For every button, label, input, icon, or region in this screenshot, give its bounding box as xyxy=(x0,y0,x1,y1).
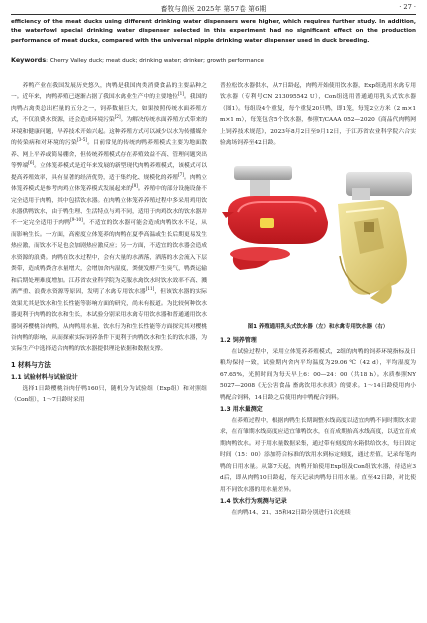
citation: [3-5] xyxy=(77,137,88,143)
figure-drinkers xyxy=(220,152,416,320)
drinkers-photo xyxy=(220,152,416,320)
journal-info: 畜牧与兽医 2025年 第57卷 第6期 xyxy=(160,5,267,13)
citation: [8] xyxy=(131,183,138,189)
keywords-text: : Cherry Valley duck; meat duck; drinking water; drinker; growth performance xyxy=(46,58,264,64)
paragraph-1-1-continued: 普拉松饮水器供水，从7日龄起，肉鸭开始使用饮水器，Exp组选用水禽专用饮水器（专利号CN 213095542 U），Con组选用普通通用乳头式饮水器（图1）。每组设4个重复，每个重复20只鸭，即1笼，每笼2立方米（2 m×1 m×1 m），每笼包含5个饮水器，参照T/CAAA 052—2020《商品代肉鸭网上饲养技术规范》，2023年8月2日至9月12日，于江苏省农业科学院六合实验禽场饲养至42日龄。 xyxy=(220,83,416,147)
abstract-tail: efficiency of the meat ducks using different drinking water dispensers were higher, which requires further study. In addition, the waterfowl special drinking water dispenser selected in this experiment had no significant effect on the production performance of meat ducks, compared with the universal nipple drinking water dispenser used in duck breeding. xyxy=(11,19,416,44)
intro-paragraph xyxy=(11,81,207,356)
citation: [7] xyxy=(178,171,184,177)
citation: [11] xyxy=(145,286,155,292)
intro-text-3: 。为解决传统水面养殖方式带来的环境和健康问题，旱养技术开始兴起。这种养殖方式可以减少以水为传播媒介的传染病和对环境的污染 xyxy=(11,117,208,147)
citation: [2] xyxy=(114,114,121,120)
intro-text-9: ，但该饮水器的实际效果尤其是饮水和生长性能等影响方面的研究，尚未有报道。为比较何种饮水器更利于肉鸭的饮水和生长，本试验分别采用水禽专用饮水器和普通通用饮水器饲养樱桃谷肉鸭，从肉鸭用水量、饮水行为和生长性能等方面探究其对樱桃谷肉鸭的影响，从而探索实际饲养条件下更利于肉鸭饮水和生长的饮水器，为实际生产中选择适合肉鸭的饮水器提供理论依据和数据支撑。 xyxy=(11,289,207,353)
running-header xyxy=(0,0,427,18)
intro-text-8: 。不适宜的饮水器可能会造成肉鸭饮水不足，从而影响生长。一方面，高密度立体笼养的肉鸭在夏季高温或生长后期更易发生热应激，而饮水不足也会加剧热应激反应；另一方面，不适宜的饮水器会造成水资源的浪费。肉鸭在饮水过程中，会有大量的水洒落，洒落的水会流入下层粪带，造成鸭粪含水量增大，会增加舍内湿度，粪便发酵产生臭气，鸭粪运输和后期处理难度增加。江苏省农业科学院为克服水禽饮水时饮水效率不高、溅洒严重、浪费水资源等原因，发明了水禽专用饮水器 xyxy=(11,220,208,296)
left-column xyxy=(11,81,207,407)
subsection-heading-1-4: 1.4 饮水行为观测与记录 xyxy=(220,498,287,506)
keywords-label: Keywords xyxy=(11,56,47,64)
keywords xyxy=(11,56,416,66)
figure-caption: 图1 养殖通用乳头式饮水器（左）和水禽专用饮水器（右） xyxy=(247,323,389,330)
page-number: · 27 · xyxy=(399,3,416,11)
intro-text-6: 。肉鸭立体笼养模式是参考肉鸡立体笼养模式发展起来的 xyxy=(11,174,208,193)
paragraph-1-2: 在试验过程中，采用立体笼养养殖模式，2组的肉鸭的饲养环境指标及日粮均保持一致，试验期内舍内平均温度为29.06 ℃（42 d），平均湿度为67.65%，光照时间为每天早上6：00—24：00（共18 h）。水质参照NY 5027—2008《无公害食品 畜禽饮用水水质》的要求。1～14日龄使用肉小鸭配合饲料，14日龄之后使用肉中鸭配合饲料。 xyxy=(220,348,416,401)
intro-text-7: 。养殖中的部分设施设备不完全适用于肉鸭，其中包括饮水器。在肉鸭立体笼养养殖过程中多采用鸡用饮水器供鸭饮水，由于鸭生理、生活特点与鸡不同，适用于肉鸡饮水的饮水器并不一定完全适用于肉鸭 xyxy=(11,186,208,227)
subsection-heading-1-1: 1.1 试验材料与试验设计 xyxy=(11,373,78,381)
header-rule xyxy=(11,14,416,15)
citation: [1] xyxy=(178,91,184,97)
paragraph-1-4: 在肉鸭14、21、35和42日龄分别进行1次连续 xyxy=(231,510,351,517)
intro-text-1: 养鸭产业在我国发展历史悠久，肉鸭是我国肉类消费食品的主要品种之一。近年来，肉鸭养殖已逐渐占据了我国水禽业生产中的主要地位 xyxy=(11,83,207,101)
section-heading-materials-methods: 1 材料与方法 xyxy=(11,360,51,369)
citation: [9-10] xyxy=(70,217,83,223)
subsection-heading-1-2: 1.2 饲养管理 xyxy=(220,336,257,344)
intro-text-5: 。立体笼养模式是近年来发展的新型现代肉鸭养殖模式，该模式可以提高养殖效率，具有显著的经济优势，适于集约化、规模化的养殖 xyxy=(11,163,208,181)
subsection-heading-1-3: 1.3 用水量测定 xyxy=(220,405,263,413)
paragraph-1-1: 选择1日龄樱桃谷肉仔鸭160只，随机分为试验组（Exp组）和对照组（Con组），1～7日龄时采用 xyxy=(11,385,207,404)
paragraph-1-3: 在养殖过程中，根据肉鸭生长期调整水线高度以适宜肉鸭不同时期饮水需求，在育雏期水线高度应适宜雏鸭饮水，在育成期抬高水线高度，以适宜育成期肉鸭饮水。对于用水量数据采集，通过带有刻度的水箱供给饮水，每日固定时间（15：00）添加符合标准的饮用水到标定刻度，通过差值，记录每笔肉鸭的日用水量。从第7天起，肉鸭开始使用Exp组及Con组饮水器，待适应3 d后，即从肉鸭10日龄起，每天记录肉鸭每日用水量。直至42日龄，对比使用不同饮水器的用水量差异。 xyxy=(220,417,416,493)
right-column xyxy=(220,81,416,520)
citation: [6] xyxy=(28,160,35,166)
intro-text-4: 。目前常见的传统肉鸭养殖模式主要为地面散养、网上平养或简易棚舍，但传统养殖模式存在养殖效益不高、管理问题突出等弊端 xyxy=(11,140,208,170)
intro-text-2: 。我国的肉鸭占禽类总出栏量的五分之一，饲养数量巨大，如果按照传统水面养殖方式，不仅浪费水资源，还会造成环境污染 xyxy=(11,94,208,124)
